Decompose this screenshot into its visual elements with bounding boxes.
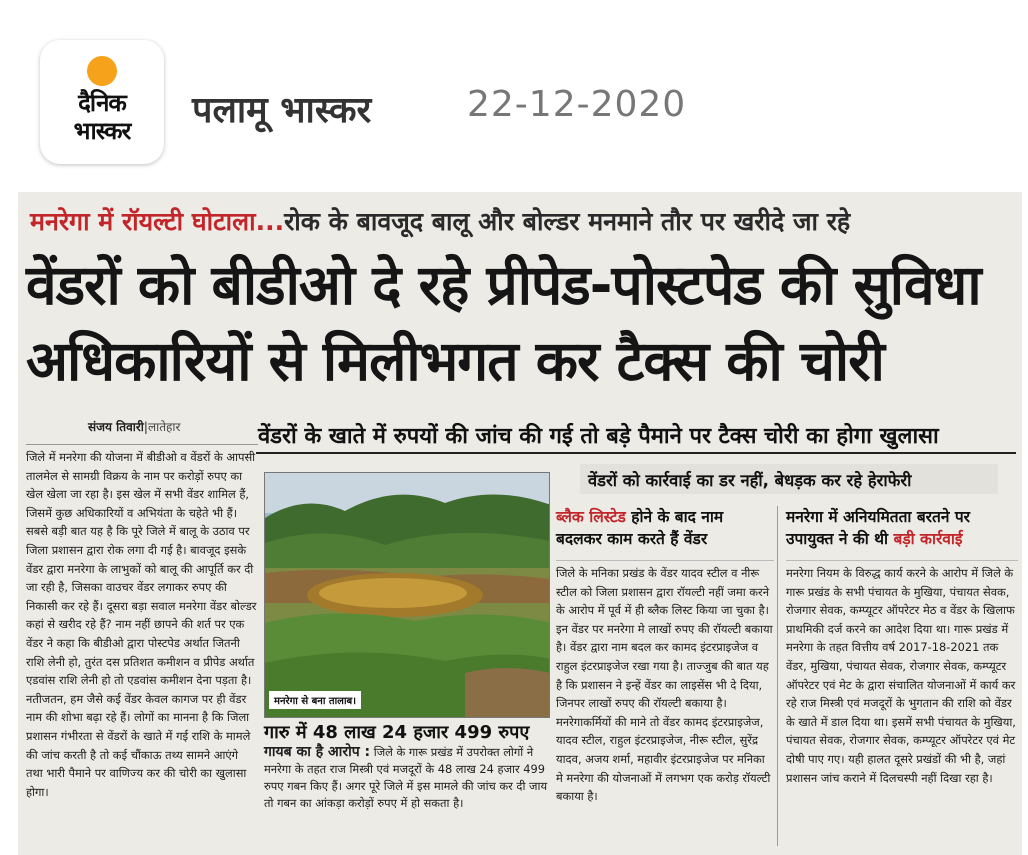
left-column-text: जिले में मनरेगा की योजना में बीडीओ व वेंडरों के आपसी तालमेल से सामग्री विक्रय के नाम पर करोड़ों रुपए का खेल खेला जा रहा है। इस खेल में सभी वेंडर शामिल हैं, जिसमें कुछ अधिकारियों व अभियंता के चहेते भी हैं। सबसे बड़ी बात यह है कि पूरे जिले में बालू के उठाव पर जिला प्रशासन द्वारा रोक लगा दी गई है। बावजूद इसके वेंडर द्वारा मनरेगा के लाभुकों को बालू की आपूर्ति कर दी जा रही है, जिसका वाउचर वेंडर लगाकर रुपए की निकासी कर रहे हैं। दूसरा बड़ा सवाल मनरेगा वेंडर बोल्डर कहां से खरीद रहे हैं? नाम नहीं छापने की शर्त पर एक वेंडर ने कहा कि बीडीओ द्वारा पोस्टपेड अर्थात जितनी राशि लेनी हो, तुरंत दस प्रतिशत कमीशन व प्रीपेड अर्थात एडवांस राशि लेनी हो तो एडवांस कमीशन देना पड़ता है। नतीजतन, हम जैसे कई वेंडर केवल कागज पर ही वेंडर नाम की शोभा बढ़ा रहे हैं। लोगों का मानना है कि जिला प्रशासन गंभीरता से वेंडरों के खाते में गई राशि के मामले की जांच करती है तो कई चौंकाऊ तथ्य सामने आएंगे तथा भारी पैमाने पर वाणिज्य कर की चोरी का खुलासा होगा। [26,444,258,844]
right-column-heading [786,506,1018,550]
byline: संजय तिवारी|लातेहार [88,420,181,434]
middle-heading-highlight: ब्लैक लिस्टेड [556,508,626,526]
dainik-bhaskar-logo[interactable] [40,40,164,164]
middle-heading-text: होने के बाद नाम बदलकर काम करते हैं वेंडर [556,508,724,548]
right-banner [580,464,998,494]
logo-text-line2: भास्कर [73,117,131,145]
headline-line-1: वेंडरों को बीडीओ दे रहे प्रीपेड-पोस्टपेड की सुविधा [26,253,981,317]
sub-headline-text: वेंडरों के खाते में रुपयों की जांच की गई तो बड़े पैमाने पर टैक्स चोरी का होगा खुलासा [258,424,939,449]
middle-column-text: जिले के मनिका प्रखंड के वेंडर यादव स्टील व नीरू स्टील को जिला प्रशासन द्वारा रॉयल्टी नहीं जमा करने के आरोप में पूर्व में ही ब्लैक लिस्ट किया जा चुका है। इन वेंडर पर मनरेगा मे लाखों रुपए की रॉयल्टी बकाया है। वेंडर द्वारा नाम बदल कर कामद इंटरप्राइजेज व राहुल इंटरप्राइजेज रखा गया है। ताज्जुब की बात यह है कि प्रशासन ने इन्हें वेंडर का लाइसेंस भी दे दिया, जिनपर लाखों रुपए की रॉयल्टी बकाया है। मनरेगाकर्मियों की माने तो वेंडर कामद इंटरप्राइजेज, यादव स्टील, राहुल इंटरप्राइजेज, नीरू स्टील, सुरेंद्र यादव, अजय शर्मा, महावीर इंटरप्राइजेज पर मनिका मे मनरेगा की योजनाओं में लगभग एक करोड़ रॉयल्टी बकाया है। [556,560,774,850]
right-banner-text: वेंडरों को कार्रवाई का डर नहीं, बेधड़क कर रहे हेराफेरी [588,471,912,490]
sun-icon [87,56,117,86]
photo-story-lead: गायब का है आरोप : [264,744,371,760]
middle-column-heading [556,506,768,550]
right-column-text: मनरेगा नियम के विरुद्ध कार्य करने के आरोप में जिले के गारू प्रखंड के सभी पंचायत के मुखिया, पंचायत सेवक, रोजगार सेवक, कम्प्यूटर ऑपरेटर मेठ व वेंडर के खिलाफ प्राथमिकी दर्ज करने का आदेश दिया था। गारू प्रखंड में मनरेगा के तहत वित्तीय वर्ष 2017-18-2021 तक वेंडर, मुखिया, पंचायत सेवक, रोजगार सेवक, कम्प्यूटर ऑपरेटर एवं मेट के द्वारा संचालित योजनाओं में कार्य कर रहे राज मिस्त्री एवं मजदूरों के भुगतान की राशि को वेंडर के खाते में डाल दिया था। इसमें सभी पंचायत के मुखिया, पंचायत सेवक, रोजगार सेवक, कम्प्यूटर ऑपरेटर एवं मेट दोषी पाए गए। यही हालत दूसरे प्रखंडों की भी है, जहां प्रशासन जांच कराने में दिलचस्पी नहीं दिखा रहा है। [786,560,1018,850]
photo-heading: गारु में 48 लाख 24 हजार 499 रुपए [264,722,530,743]
photo-caption: मनरेगा से बना तालाब। [269,691,361,709]
column-divider [777,506,778,846]
kicker-line [30,204,850,238]
byline-name: संजय तिवारी [88,420,144,434]
app-header [0,0,1028,190]
byline-place: लातेहार [147,420,181,434]
headline-line-2: अधिकारियों से मिलीभगत कर टैक्स की चोरी [26,329,884,393]
pond-photo [264,472,550,718]
publication-date: 22-12-2020 [467,84,687,125]
pond-photo-image [265,473,550,718]
edition-title: पलामू भास्कर [192,90,372,131]
right-heading-highlight: बड़ी कार्रवाई [893,530,963,548]
kicker-highlight: मनरेगा में रॉयल्टी घोटाला... [30,207,285,236]
kicker-text: रोक के बावजूद बालू और बोल्डर मनमाने तौर पर खरीदे जा रहे [284,207,851,236]
sub-headline-banner [256,416,1016,454]
right-heading-text: मनरेगा में अनियमितता बरतने पर उपायुक्त ने की थी [786,508,970,548]
photo-story-text: जिले के गारू प्रखंड में उपरोक्त लोगों ने मनरेगा के तहत राज मिस्त्री एवं मजदूरों के 48 लाख 24 हजार 499 रुपए गबन किए हैं। अगर पूरे जिले में इस मामले की जांच कर दी जाय तो गबन का आंकड़ा करोड़ों रुपए में हो सकता है। [264,745,548,810]
logo-text-line1: दैनिक [78,89,126,117]
photo-story [264,744,550,812]
newspaper-clipping [18,192,1022,855]
